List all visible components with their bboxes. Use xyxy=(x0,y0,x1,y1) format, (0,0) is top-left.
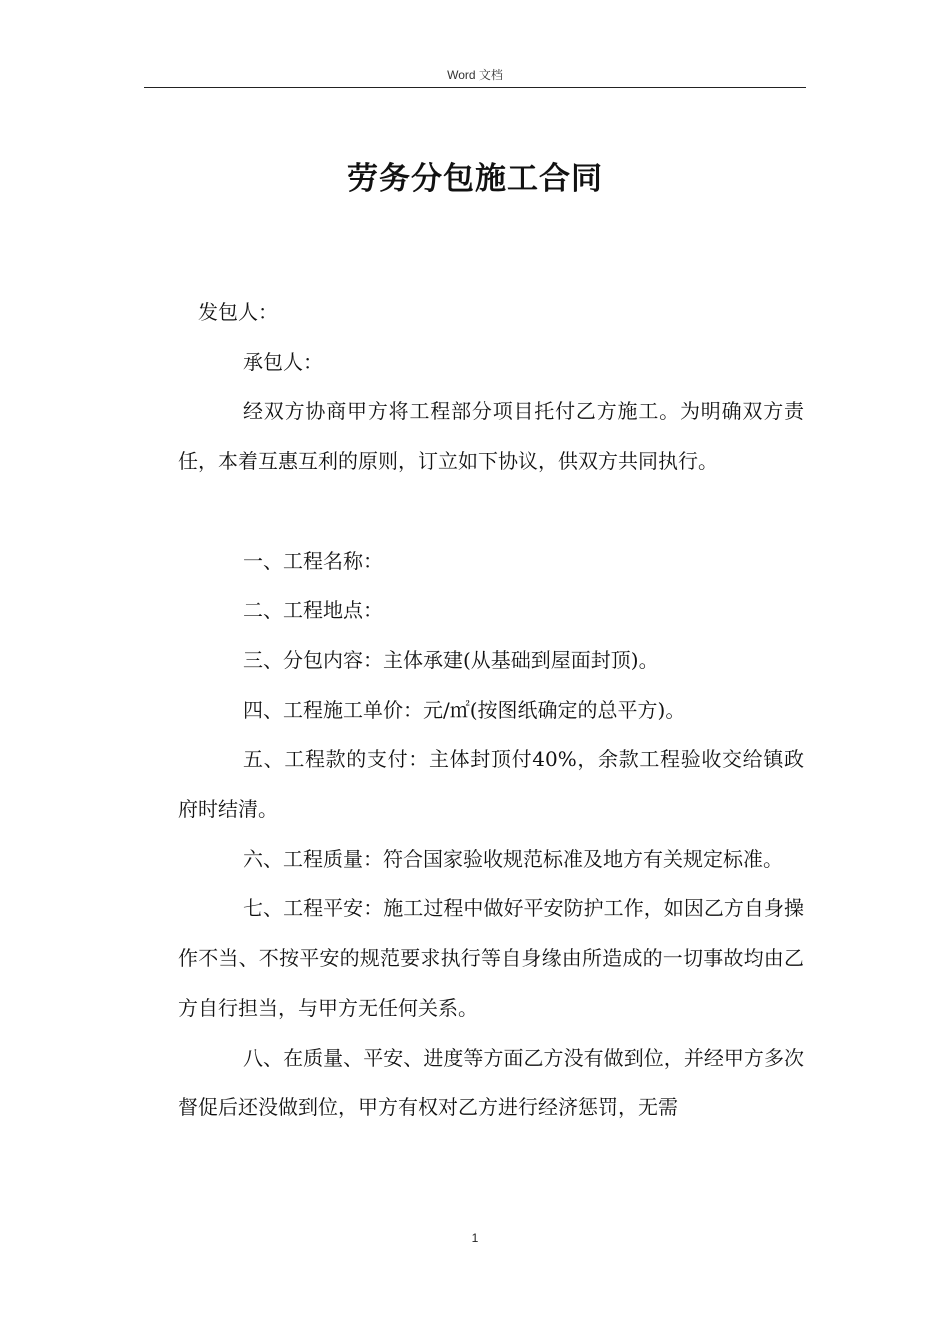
document-title: 劳务分包施工合同 xyxy=(347,161,603,197)
page-number: 1 xyxy=(471,1231,479,1245)
clause-8: 八、在质量、平安、进度等方面乙方没有做到位，并经甲方多次督促后还没做到位，甲方有权对乙方进行经济惩罚，无需 xyxy=(178,1045,804,1120)
intro-paragraph: 经双方协商甲方将工程部分项目托付乙方施工。为明确双方责任，本着互惠互利的原则，订立如下协议，供双方共同执行。 xyxy=(178,399,804,474)
clause-6: 六、工程质量：符合国家验收规范标准及地方有关规定标准。 xyxy=(243,846,783,871)
clause-1: 一、工程名称： xyxy=(243,548,383,573)
clause-5: 五、工程款的支付：主体封顶付40%，余款工程验收交给镇政府时结清。 xyxy=(178,747,804,822)
header-divider xyxy=(144,87,806,88)
page-header: Word 文档 xyxy=(447,68,503,82)
clause-4: 四、工程施工单价：元/㎡(按图纸确定的总平方)。 xyxy=(243,697,686,722)
document-body xyxy=(178,288,804,1133)
party-b-line: 承包人： xyxy=(243,349,323,374)
clause-3: 三、分包内容：主体承建(从基础到屋面封顶)。 xyxy=(243,647,659,672)
clause-2: 二、工程地点： xyxy=(243,598,383,623)
blank-line xyxy=(178,487,804,537)
party-a-line: 发包人： xyxy=(198,300,278,324)
clause-7: 七、工程平安：施工过程中做好平安防护工作，如因乙方自身操作不当、不按平安的规范要求执行等自身缘由所造成的一切事故均由乙方自行担当，与甲方无任何关系。 xyxy=(178,896,804,1020)
